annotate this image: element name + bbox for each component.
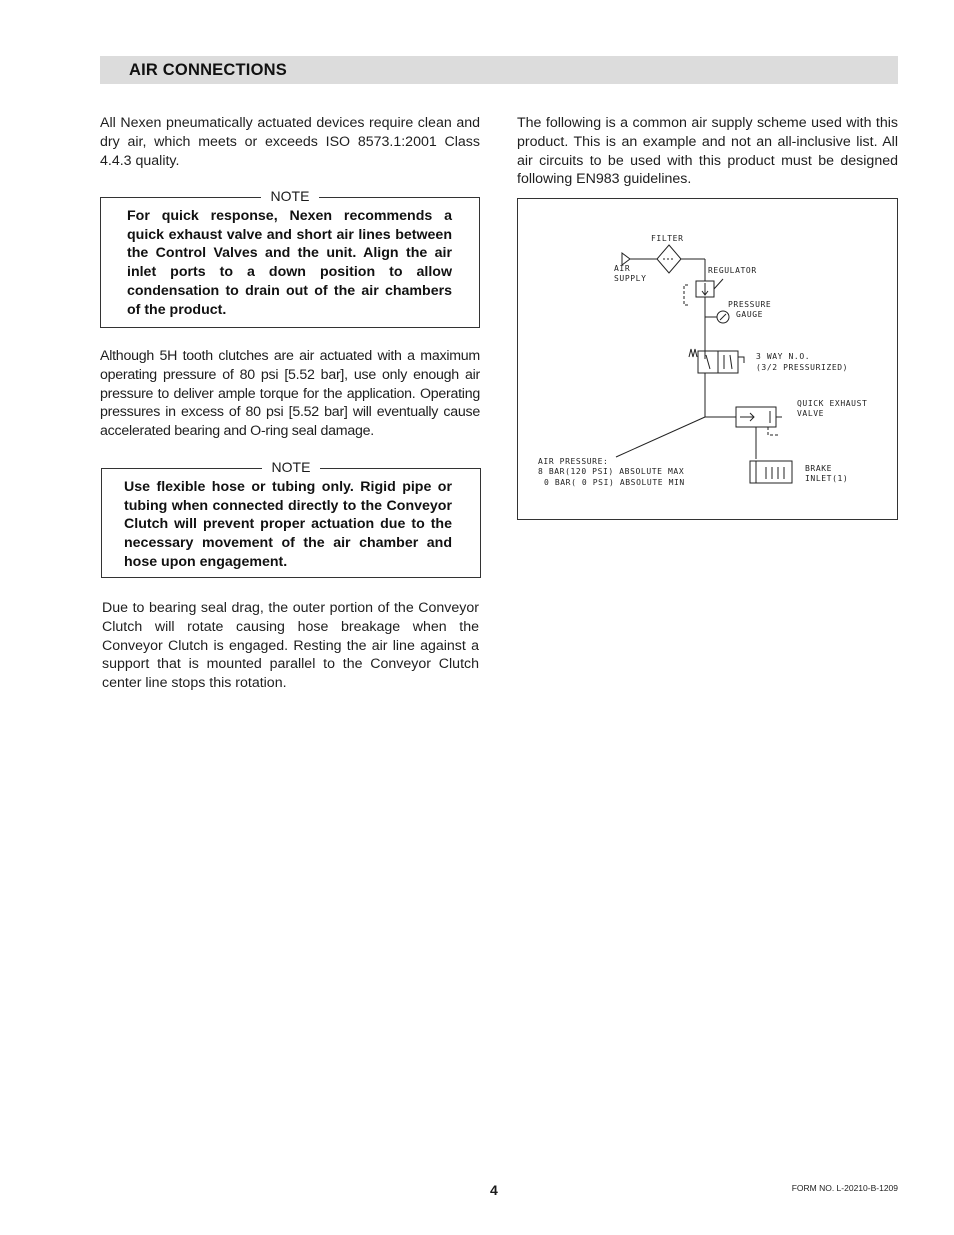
air-pressure-min: 0 BAR( 0 PSI) ABSOLUTE MIN <box>544 478 685 487</box>
three-way-valve-label-2: (3/2 PRESSURIZED) <box>756 363 849 372</box>
three-way-valve-label-1: 3 WAY N.O. <box>756 352 811 361</box>
quick-exhaust-label-2: VALVE <box>797 409 825 418</box>
note-text-quick-response: For quick response, Nexen recommends a quick exhaust valve and short air lines between the Control Valves and the unit. Align the air inlet ports to a down position to allow condensation to drain out of the air chambers of the product. <box>127 208 452 318</box>
air-supply-label-1: AIR <box>614 264 631 273</box>
note-box-flexible-hose <box>101 459 481 578</box>
brake-label-1: BRAKE <box>805 464 833 473</box>
intro-paragraph: All Nexen pneumatically actuated devices require clean and dry air, which meets or exceeds ISO 8573.1:2001 Class 4.4.3 quality. <box>100 115 480 169</box>
page-number: 4 <box>490 1182 498 1198</box>
air-pressure-title: AIR PRESSURE: <box>538 457 609 466</box>
three-way-valve-right <box>718 351 738 373</box>
section-header <box>100 56 898 84</box>
note-box-quick-response <box>100 188 480 328</box>
scheme-intro-paragraph: The following is a common air supply scheme used with this product. This is an example and not an all-inclusive list. All air circuits to be used with this product must be designed following EN983 guidelines. <box>517 115 898 188</box>
note-label: NOTE <box>262 458 321 476</box>
air-supply-diagram <box>517 198 898 520</box>
pressure-gauge-label-1: PRESSURE <box>728 300 772 309</box>
quick-exhaust-label-1: QUICK EXHAUST <box>797 399 868 408</box>
regulator-label: REGULATOR <box>708 266 757 275</box>
section-title: AIR CONNECTIONS <box>129 61 287 79</box>
air-supply-label-2: SUPPLY <box>614 274 647 283</box>
pressure-paragraph: Although 5H tooth clutches are air actuated with a maximum operating pressure of 80 psi [5.52 bar], use only enough air pressure to deliver ample torque for the application. Operating pressures in excess of 80 psi [5.52 bar] will eventually cause accelerated bearing and O-ring seal damage. <box>100 348 480 440</box>
pressure-gauge-label-2: GAUGE <box>736 310 764 319</box>
rotation-paragraph: Due to bearing seal drag, the outer portion of the Conveyor Clutch will rotate causing hose breakage when the Conveyor Clutch is engaged. Resting the air line against a support that is mounted parallel to the Conveyor Clutch center line stops this rotation. <box>102 600 479 692</box>
filter-label: FILTER <box>651 234 684 243</box>
form-number: FORM NO. L-20210-B-1209 <box>791 1183 898 1193</box>
note-label: NOTE <box>261 187 320 205</box>
air-circuit-schematic <box>518 199 899 521</box>
air-pressure-max: 8 BAR(120 PSI) ABSOLUTE MAX <box>538 467 685 476</box>
brake-label-2: INLET(1) <box>805 474 849 483</box>
note-text-flexible-hose: Use flexible hose or tubing only. Rigid pipe or tubing when connected directly to the Conveyor Clutch will prevent proper actuation due to the necessary movement of the air chamber and hose upon engagement. <box>124 479 452 570</box>
